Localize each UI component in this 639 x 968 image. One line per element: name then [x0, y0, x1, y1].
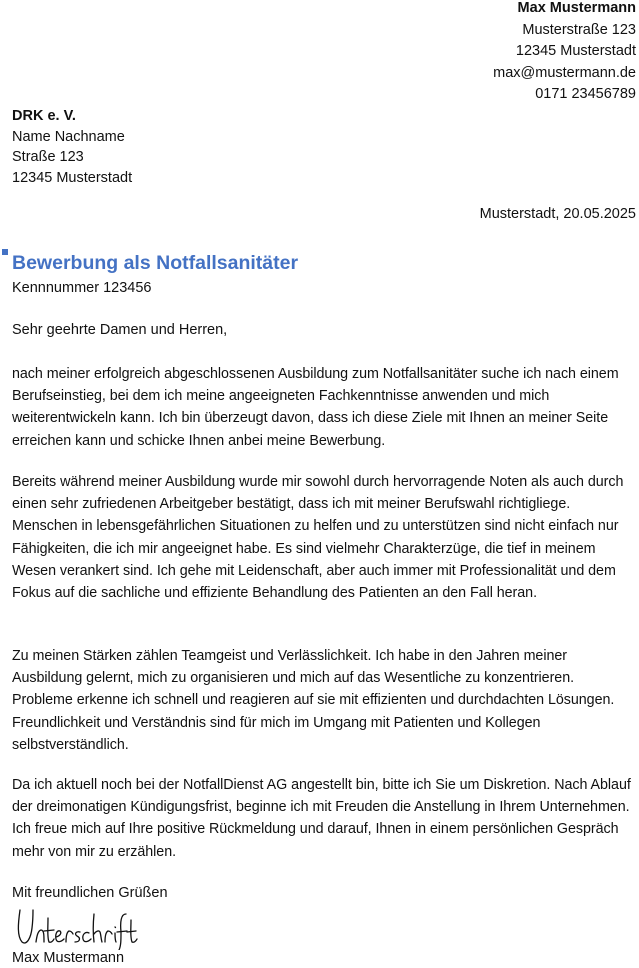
sender-street: Musterstraße 123 — [522, 21, 636, 38]
sender-phone: 0171 23456789 — [535, 86, 636, 102]
body-paragraph-2: Bereits während meiner Ausbildung wurde mir sowohl durch hervorragende Noten als auch durch einen sehr zufriedenen Arbeitgeber bestätigt, dass ich mit meiner Berufswahl richtigliege. Menschen in lebensgefährlichen Situationen zu helfen und zu unterstützen sind nicht einfach nur Fähigkeiten, die ich mir angeeignet habe. Es sind vielmehr Charakterzüge, die tief in meinem Wesen verankert sind. Ich gehe mit Leidenschaft, aber auch immer mit Professionalität und dem Fokus auf die sachliche und effiziente Behandlung des Patienten an den Fall heran. — [12, 474, 624, 602]
sender-city: 12345 Musterstadt — [515, 43, 636, 59]
recipient-org: DRK e. V. — [12, 108, 76, 124]
handwritten-signature — [14, 904, 138, 950]
subject-marker — [2, 249, 8, 255]
subject-heading: Bewerbung als Notfallsanitäter — [12, 252, 299, 274]
recipient-street: Straße 123 — [12, 149, 84, 165]
sender-address-block — [493, 0, 636, 106]
salutation: Sehr geehrte Damen und Herren, — [12, 322, 228, 338]
closing-line: Mit freundlichen Grüßen — [12, 885, 168, 901]
body-paragraph-3: Zu meinen Stärken zählen Teamgeist und Verlässlichkeit. Ich habe in den Jahren meiner Ausbildung gelernt, mich zu organisieren und mich auf das Wesentliche zu konzentrieren. Probleme erkenne ich schnell und reagieren auf sie mit effizienten und durchdachten Lösungen. Freundlichkeit und Verständnis sind für mich im Umgang mit Patienten und Kollegen selbstverständlich. — [12, 648, 615, 753]
signer-name: Max Mustermann — [12, 950, 125, 966]
recipient-name: Name Nachname — [12, 128, 125, 145]
recipient-address-block — [12, 106, 132, 188]
date-line: Musterstadt, 20.05.2025 — [479, 206, 636, 222]
sender-email: max@mustermann.de — [493, 64, 636, 81]
recipient-city: 12345 Musterstadt — [12, 169, 133, 186]
reference-number: Kennnummer 123456 — [12, 280, 152, 296]
sender-name: Max Mustermann — [517, 0, 636, 16]
body-paragraph-4: Da ich aktuell noch bei der NotfallDienst AG angestellt bin, bitte ich Sie um Diskretion. Nach Ablauf der dreimonatigen Kündigungsfrist, beginne ich mit Freuden die Anstellung in Ihrem Unternehmen. Ich freue mich auf Ihre positive Rückmeldung und darauf, Ihnen in einem persönlichen Gespräch mehr von mir zu erzählen. — [12, 777, 631, 860]
body-paragraph-1: nach meiner erfolgreich abgeschlossenen Ausbildung zum Notfallsanitäter suche ich nach einem Berufseinstieg, bei dem ich meine angeeigneten Fachkenntnisse anwenden und mich weiterentwickeln kann. Ich bin überzeugt davon, dass ich diese Ziele mit Ihnen an meiner Seite erreichen kann und schicke Ihnen anbei meine Bewerbung. — [12, 366, 619, 449]
